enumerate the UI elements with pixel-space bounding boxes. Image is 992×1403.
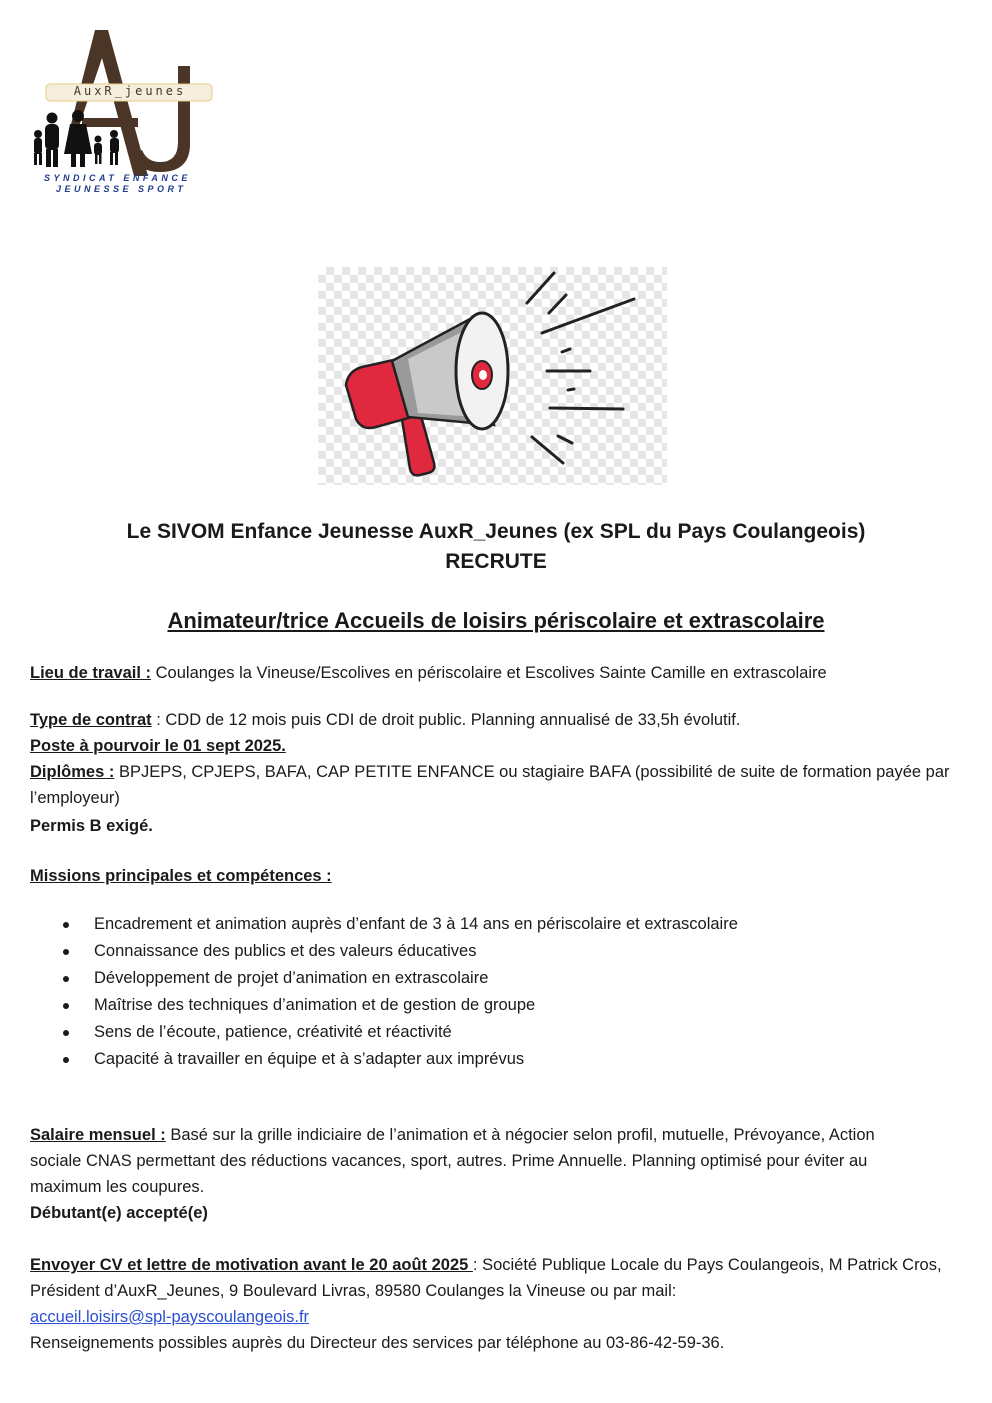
logo-tagline-1: SYNDICAT ENFANCE [44,173,191,183]
envoi-label: Envoyer CV et lettre de motivation avant le 20 août 2025 [30,1256,473,1274]
hero-image [318,267,667,485]
salaire [30,1122,910,1200]
recruiter-line: Le SIVOM Enfance Jeunesse AuxR_Jeunes (ex SPL du Pays Coulangeois) [126,520,866,543]
permis: Permis B exigé. [30,817,153,835]
salaire-value: Basé sur la grille indiciaire de l’animation et à négocier selon profil, mutuelle, Prévoyance, Action sociale CNAS permettant des réductions vacances, sport, autres. Prime Annuelle. Planning optimisé pour éviter au maximum les coupures. [30,1126,875,1196]
debutant: Débutant(e) accepté(e) [30,1204,208,1222]
megaphone-icon [318,267,667,485]
contrat-label: Type de contrat [30,711,152,729]
logo-name: AuxR_jeunes [73,84,187,98]
logo [28,26,228,198]
missions-list [30,911,970,1073]
diplomes [30,759,965,811]
lieu-value: Coulanges la Vineuse/Escolives en périscolaire et Escolives Sainte Camille en extrascolaire [151,664,827,682]
list-item: Développement de projet d’animation en extrascolaire [30,965,970,992]
diplomes-value: BPJEPS, CPJEPS, BAFA, CAP PETITE ENFANCE ou stagiaire BAFA (possibilité de suite de formation payée par l’employeur) [30,763,950,807]
lieu-label: Lieu de travail : [30,664,152,682]
type-de-contrat [30,707,970,733]
list-item: Connaissance des publics et des valeurs éducatives [30,938,970,965]
list-item: Maîtrise des techniques d’animation et de gestion de groupe [30,992,970,1019]
envoi-value: : Société Publique Locale du Pays Coulangeois, M Patrick Cros, Président d’AuxR_Jeunes, 9 Boulevard Livras, 89580 Coulanges la Vineuse ou par mail: [30,1256,942,1300]
recruits-label: RECRUTE [445,550,547,573]
poste-a-pourvoir: Poste à pourvoir le 01 sept 2025. [30,737,286,755]
lieu-de-travail [30,660,970,686]
list-item: Capacité à travailler en équipe et à s’adapter aux imprévus [30,1046,970,1073]
list-item: Encadrement et animation auprès d’enfant de 3 à 14 ans en périscolaire et extrascolaire [30,911,970,938]
renseignements: Renseignements possibles auprès du Directeur des services par téléphone au 03-86-42-59-36. [30,1334,725,1352]
contrat-value: : CDD de 12 mois puis CDI de droit public. Planning annualisé de 33,5h évolutif. [151,711,741,729]
diplomes-label: Diplômes : [30,763,115,781]
candidature [30,1252,950,1356]
logo-tagline-2: JEUNESSE SPORT [56,184,187,194]
list-item: Sens de l’écoute, patience, créativité et réactivité [30,1019,970,1046]
missions-heading: Missions principales et compétences : [30,867,332,885]
post-title: Animateur/trice Accueils de loisirs périscolaire et extrascolaire [167,608,825,633]
salaire-label: Salaire mensuel : [30,1126,166,1144]
email-link[interactable]: accueil.loisirs@spl-payscoulangeois.fr [30,1308,310,1326]
